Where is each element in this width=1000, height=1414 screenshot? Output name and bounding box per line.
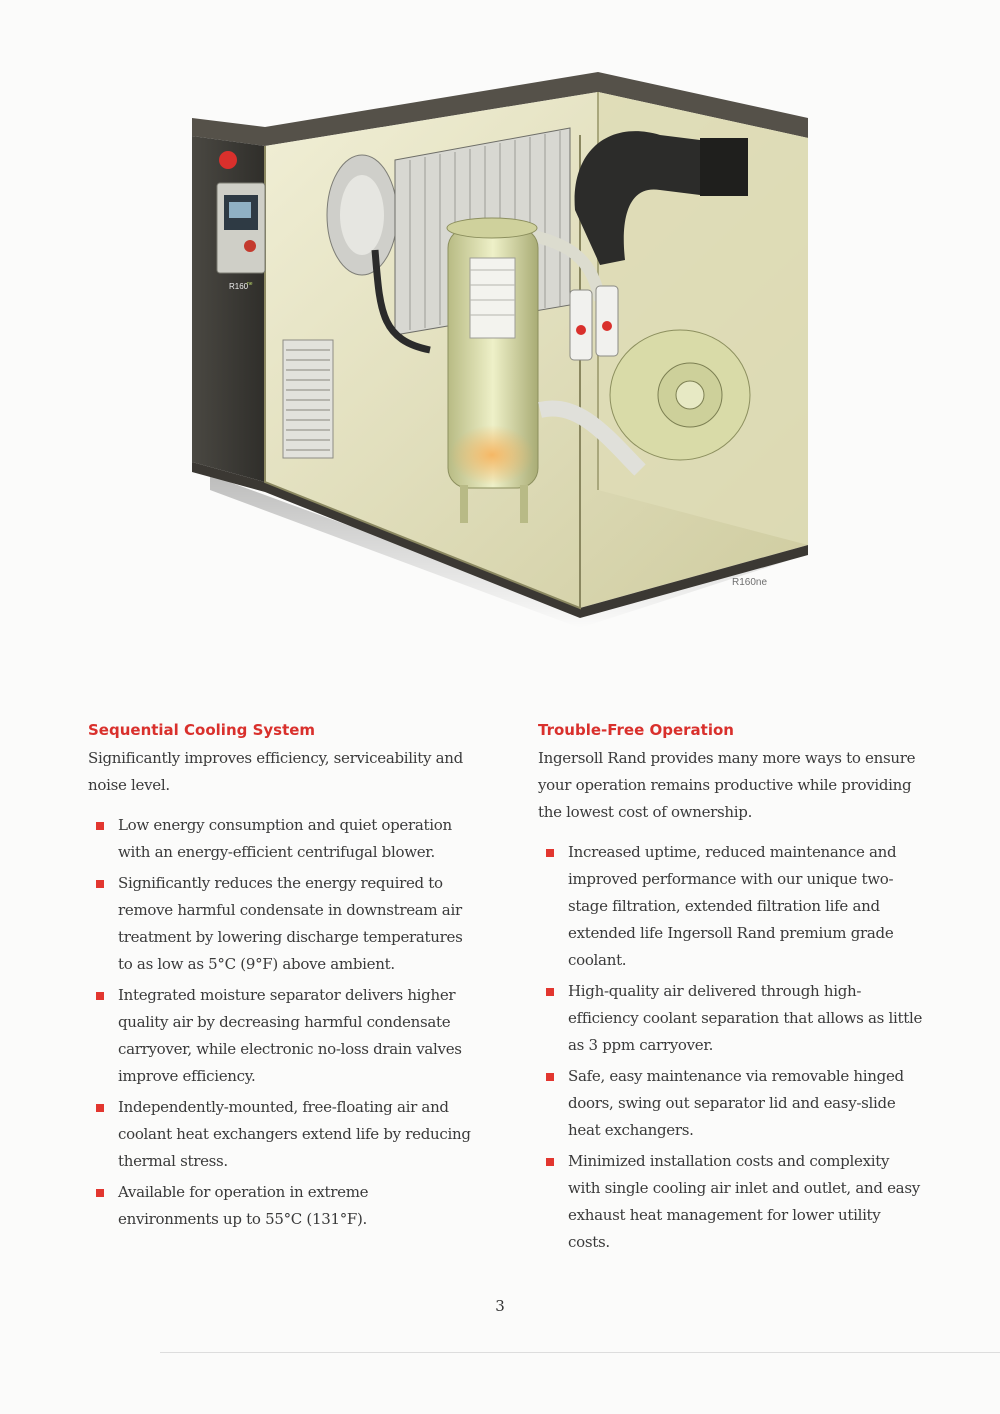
list-item-text: Low energy consumption and quiet operation with an energy-efficient centrifugal blower.	[118, 816, 452, 861]
list-item	[88, 1179, 473, 1233]
section-intro: Ingersoll Rand provides many more ways to ensure your operation remains productive while providing the lowest cost of ownership.	[538, 749, 916, 821]
bullet-square-icon	[96, 992, 104, 1000]
section-heading: Sequential Cooling System	[88, 721, 316, 739]
page-number: 3	[495, 1297, 505, 1315]
section-heading: Trouble-Free Operation	[538, 721, 734, 739]
bullet-square-icon	[546, 1158, 554, 1166]
bullet-square-icon	[546, 1073, 554, 1081]
bullet-square-icon	[546, 988, 554, 996]
list-item-text: Increased uptime, reduced maintenance and improved performance with our unique two-stage filtration, extended filtration life and extended life Ingersoll Rand premium grade coolant.	[568, 843, 897, 969]
list-item-text: Independently-mounted, free-floating air and coolant heat exchangers extend life by reducing thermal stress.	[118, 1098, 471, 1170]
list-item-text: Significantly reduces the energy required to remove harmful condensate in downstream air treatment by lowering discharge temperatures to as low as 5°C (9°F) above ambient.	[118, 874, 463, 973]
list-item	[538, 978, 923, 1059]
divider	[160, 1352, 1000, 1353]
list-item-text: Minimized installation costs and complexity with single cooling air inlet and outlet, and easy exhaust heat management for lower utility costs.	[568, 1152, 920, 1251]
bullet-square-icon	[96, 880, 104, 888]
model-caption: R160ne	[732, 577, 768, 588]
feature-list	[88, 812, 473, 1233]
compressor-illustration	[0, 0, 1000, 680]
bullet-square-icon	[96, 822, 104, 830]
list-item-text: Integrated moisture separator delivers higher quality air by decreasing harmful condensate carryover, while electronic no-loss drain valves improve efficiency.	[118, 986, 462, 1085]
list-item	[88, 812, 473, 866]
list-item-text: Available for operation in extreme environments up to 55°C (131°F).	[118, 1183, 369, 1228]
list-item	[88, 982, 473, 1090]
list-item-text: Safe, easy maintenance via removable hinged doors, swing out separator lid and easy-slide heat exchangers.	[568, 1067, 904, 1139]
section-intro: Significantly improves efficiency, serviceability and noise level.	[88, 749, 463, 794]
panel-model-label: R160	[229, 282, 249, 291]
bullet-square-icon	[96, 1104, 104, 1112]
sequential-cooling-section	[88, 720, 473, 1237]
emergency-stop-icon	[244, 240, 256, 252]
list-item-text: High-quality air delivered through high-efficiency coolant separation that allows as little as 3 ppm carryover.	[568, 982, 923, 1054]
list-item	[88, 870, 473, 978]
bullet-square-icon	[546, 849, 554, 857]
list-item	[88, 1094, 473, 1175]
list-item	[538, 839, 923, 974]
panel-model-suffix: ne	[247, 281, 253, 287]
brand-logo-icon	[219, 151, 237, 169]
list-item	[538, 1063, 923, 1144]
compressor-cutaway-image	[0, 0, 1000, 680]
bullet-square-icon	[96, 1189, 104, 1197]
trouble-free-section	[538, 720, 923, 1260]
list-item	[538, 1148, 923, 1256]
feature-list	[538, 839, 923, 1256]
